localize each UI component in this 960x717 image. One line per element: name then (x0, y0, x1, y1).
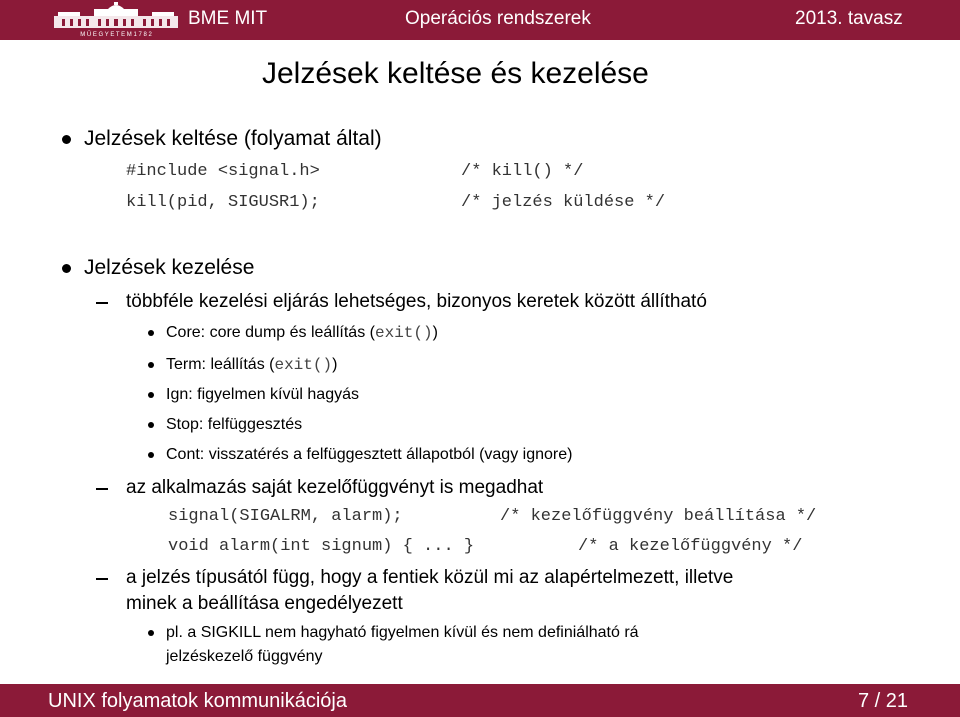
dash-icon (96, 578, 108, 580)
code-line-1-statement: #include <signal.h> (126, 162, 320, 181)
sub3-text-line2: minek a beállítása engedélyezett (126, 593, 403, 614)
code-signal-comment: /* kezelőfüggvény beállítása */ (500, 507, 817, 526)
header-institution: BME MIT (188, 8, 268, 29)
sub3-item-line1: pl. a SIGKILL nem hagyható figyelmen kívül és nem definiálható rá (166, 624, 639, 641)
header-bar (0, 0, 960, 40)
sub2-text: az alkalmazás saját kezelőfüggvényt is megadhat (126, 477, 544, 498)
bullet-icon (148, 422, 154, 428)
dash-icon (96, 302, 108, 304)
code-line-2-comment: /* jelzés küldése */ (461, 193, 666, 212)
code-alarm-comment: /* a kezelőfüggvény */ (578, 537, 803, 556)
bullet-icon (148, 392, 154, 398)
inline-code-exit: exit() (374, 324, 433, 342)
bme-logo (50, 2, 182, 38)
section2-heading: Jelzések kezelése (84, 256, 255, 279)
bullet-icon (148, 362, 154, 368)
sub3-text-line1: a jelzés típusától függ, hogy a fentiek közül mi az alapértelmezett, illetve (126, 567, 734, 588)
handler-stop: Stop: felfüggesztés (166, 416, 303, 433)
code-line-2-statement: kill(pid, SIGUSR1); (126, 193, 320, 212)
sub3-item-line2: jelzéskezelő függvény (166, 648, 323, 665)
slide-title: Jelzések keltése és kezelése (262, 57, 649, 90)
inline-code-exit: exit() (274, 356, 333, 374)
section1-heading: Jelzések keltése (folyamat által) (84, 127, 382, 150)
code-signal-statement: signal(SIGALRM, alarm); (168, 507, 403, 526)
bullet-icon (62, 135, 71, 144)
bullet-icon (62, 264, 71, 273)
handler-term: Term: leállítás (exit()) (166, 356, 338, 374)
header-semester: 2013. tavasz (795, 8, 903, 29)
logo-caption: M Ű E G Y E T E M 1 7 8 2 (80, 32, 152, 38)
code-line-1-comment: /* kill() */ (461, 162, 584, 181)
bullet-icon (148, 330, 154, 336)
handler-ign: Ign: figyelmen kívül hagyás (166, 386, 359, 403)
footer-topic: UNIX folyamatok kommunikációja (48, 690, 347, 712)
bullet-icon (148, 452, 154, 458)
bme-building-icon (50, 2, 182, 38)
code-alarm-statement: void alarm(int signum) { ... } (168, 537, 475, 556)
header-course: Operációs rendszerek (405, 8, 591, 29)
sub1-text: többféle kezelési eljárás lehetséges, bizonyos keretek között állítható (126, 291, 707, 312)
handler-core: Core: core dump és leállítás (exit()) (166, 324, 438, 342)
handler-cont: Cont: visszatérés a felfüggesztett állapotból (vagy ignore) (166, 446, 573, 463)
footer-bar (0, 684, 960, 717)
page-number: 7 / 21 (858, 690, 909, 712)
dash-icon (96, 488, 108, 490)
bullet-icon (148, 630, 154, 636)
